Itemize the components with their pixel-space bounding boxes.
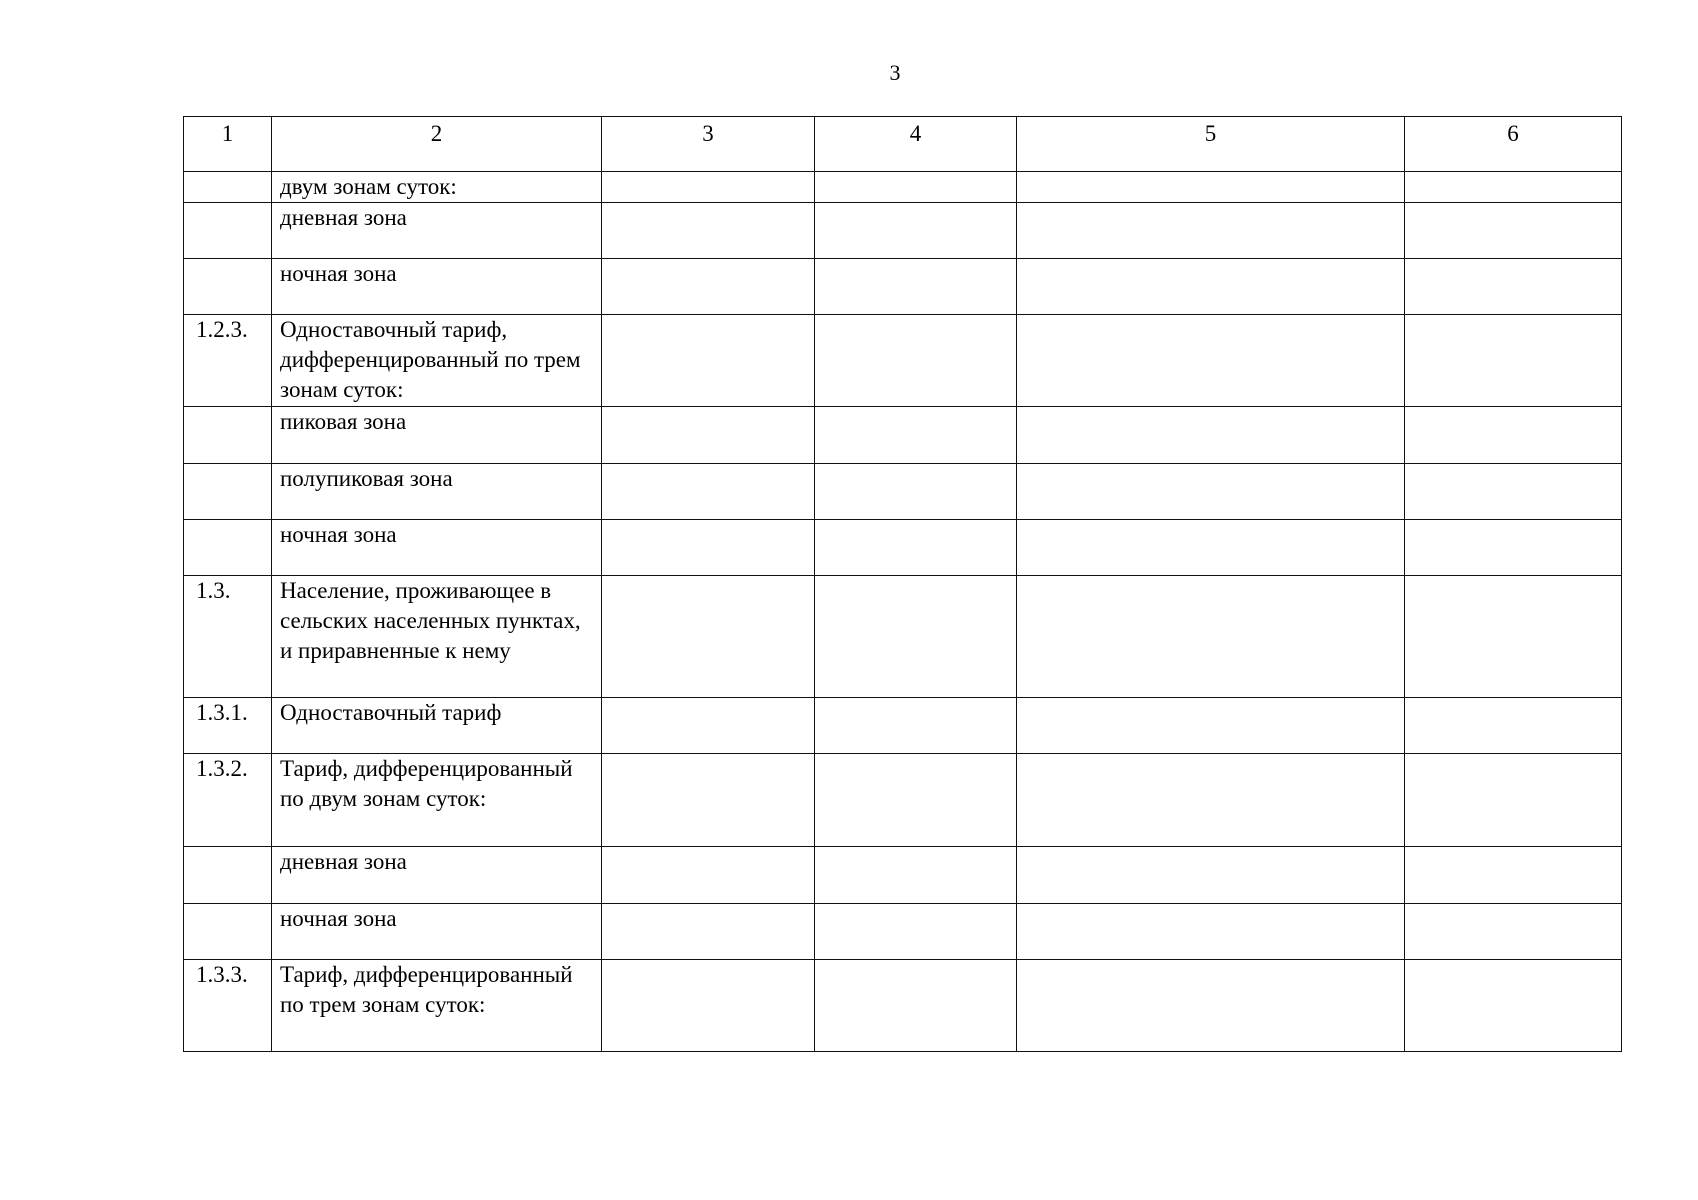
cell-col-6: [1405, 698, 1622, 754]
cell-col-5: [1017, 847, 1405, 904]
cell-col-5: [1017, 960, 1405, 1052]
cell-col-3: [602, 315, 815, 407]
cell-col-4: [815, 464, 1017, 520]
page-number: 3: [889, 60, 901, 85]
cell-col-5: [1017, 203, 1405, 259]
row-number: [184, 172, 272, 203]
cell-col-4: [815, 960, 1017, 1052]
cell-col-4: [815, 904, 1017, 960]
cell-col-6: [1405, 315, 1622, 407]
cell-col-4: [815, 315, 1017, 407]
row-name: Одноставочный тариф, дифференцированный по трем зонам суток:: [272, 315, 602, 407]
cell-col-5: [1017, 172, 1405, 203]
header-col-3: 3: [602, 117, 815, 172]
table-row: [184, 904, 1622, 960]
header-col-1: 1: [184, 117, 272, 172]
row-name: Тариф, дифференцированный по трем зонам суток:: [272, 960, 602, 1052]
row-number: [184, 259, 272, 315]
cell-col-5: [1017, 904, 1405, 960]
table-row: [184, 847, 1622, 904]
table-header-row: [184, 117, 1622, 172]
cell-col-6: [1405, 847, 1622, 904]
table-row: [184, 172, 1622, 203]
row-name: ночная зона: [272, 259, 602, 315]
cell-col-5: [1017, 520, 1405, 576]
row-number: [184, 203, 272, 259]
cell-col-4: [815, 520, 1017, 576]
table-row: [184, 203, 1622, 259]
cell-col-3: [602, 576, 815, 698]
cell-col-3: [602, 960, 815, 1052]
row-name: Тариф, дифференцированный по двум зонам суток:: [272, 754, 602, 847]
row-name: дневная зона: [272, 847, 602, 904]
cell-col-3: [602, 904, 815, 960]
table-row: [184, 754, 1622, 847]
cell-col-5: [1017, 576, 1405, 698]
cell-col-6: [1405, 203, 1622, 259]
row-number: [184, 847, 272, 904]
cell-col-3: [602, 407, 815, 464]
cell-col-3: [602, 847, 815, 904]
cell-col-3: [602, 259, 815, 315]
row-number: 1.3.3.: [184, 960, 272, 1052]
row-name: Население, проживающее в сельских населенных пунктах, и приравненные к нему: [272, 576, 602, 698]
table-row: [184, 960, 1622, 1052]
table-row: [184, 698, 1622, 754]
cell-col-6: [1405, 520, 1622, 576]
row-number: 1.3.: [184, 576, 272, 698]
cell-col-5: [1017, 407, 1405, 464]
tariff-table: [183, 116, 1622, 1052]
cell-col-6: [1405, 407, 1622, 464]
cell-col-3: [602, 520, 815, 576]
row-name: ночная зона: [272, 520, 602, 576]
header-col-2: 2: [272, 117, 602, 172]
cell-col-4: [815, 576, 1017, 698]
header-col-5: 5: [1017, 117, 1405, 172]
row-name: пиковая зона: [272, 407, 602, 464]
cell-col-3: [602, 754, 815, 847]
cell-col-3: [602, 203, 815, 259]
table-row: [184, 315, 1622, 407]
cell-col-4: [815, 407, 1017, 464]
row-number: 1.3.1.: [184, 698, 272, 754]
cell-col-4: [815, 203, 1017, 259]
row-number: 1.2.3.: [184, 315, 272, 407]
cell-col-3: [602, 172, 815, 203]
cell-col-5: [1017, 315, 1405, 407]
cell-col-6: [1405, 960, 1622, 1052]
row-name: полупиковая зона: [272, 464, 602, 520]
cell-col-6: [1405, 172, 1622, 203]
cell-col-5: [1017, 259, 1405, 315]
cell-col-3: [602, 464, 815, 520]
cell-col-4: [815, 847, 1017, 904]
cell-col-4: [815, 259, 1017, 315]
row-number: 1.3.2.: [184, 754, 272, 847]
row-name: дневная зона: [272, 203, 602, 259]
row-number: [184, 904, 272, 960]
cell-col-3: [602, 698, 815, 754]
table-row: [184, 464, 1622, 520]
cell-col-4: [815, 698, 1017, 754]
cell-col-6: [1405, 464, 1622, 520]
cell-col-4: [815, 754, 1017, 847]
table-row: [184, 576, 1622, 698]
table-row: [184, 520, 1622, 576]
cell-col-6: [1405, 754, 1622, 847]
row-number: [184, 464, 272, 520]
header-col-6: 6: [1405, 117, 1622, 172]
cell-col-5: [1017, 754, 1405, 847]
row-number: [184, 520, 272, 576]
row-name: двум зонам суток:: [272, 172, 602, 203]
cell-col-4: [815, 172, 1017, 203]
cell-col-6: [1405, 904, 1622, 960]
cell-col-6: [1405, 259, 1622, 315]
row-name: ночная зона: [272, 904, 602, 960]
table-row: [184, 259, 1622, 315]
table-row: [184, 407, 1622, 464]
cell-col-5: [1017, 698, 1405, 754]
row-name: Одноставочный тариф: [272, 698, 602, 754]
header-col-4: 4: [815, 117, 1017, 172]
row-number: [184, 407, 272, 464]
cell-col-6: [1405, 576, 1622, 698]
cell-col-5: [1017, 464, 1405, 520]
